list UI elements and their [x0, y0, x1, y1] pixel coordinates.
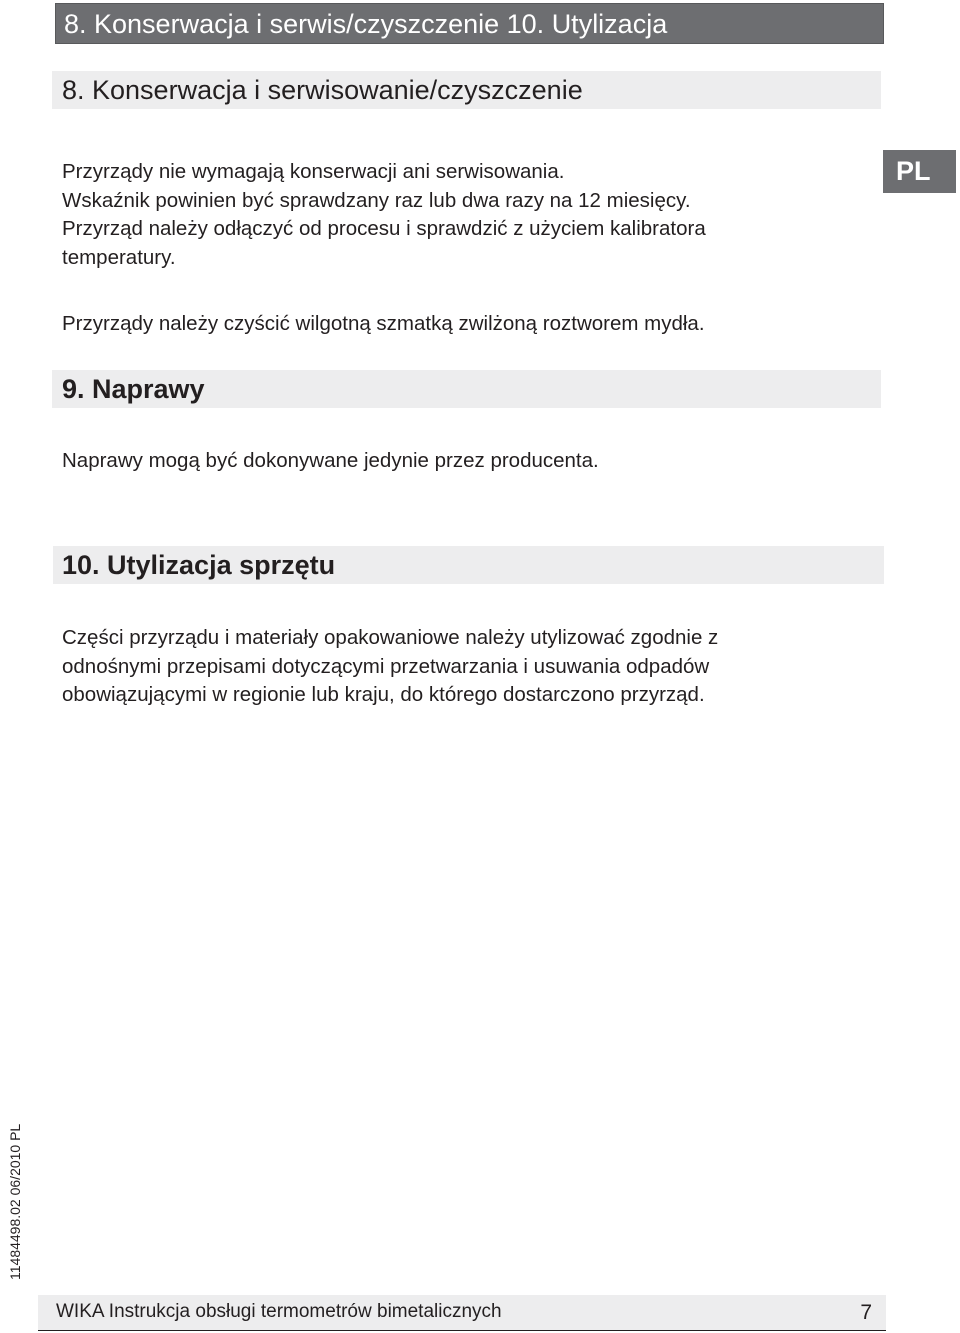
- page-number: 7: [860, 1301, 872, 1324]
- section-10-heading: 10. Utylizacja sprzętu: [62, 550, 336, 580]
- section-10-paragraph: [62, 624, 718, 710]
- section-9-paragraph: [62, 447, 599, 476]
- text-line: obowiązującymi w regionie lub kraju, do którego dostarczono przyrząd.: [62, 683, 705, 706]
- section-8-paragraph-2: [62, 310, 705, 339]
- text-line: Przyrządy należy czyścić wilgotną szmatką zwilżoną roztworem mydła.: [62, 312, 705, 335]
- page-header-bar: [55, 3, 884, 44]
- section-9-heading-bar: [52, 370, 881, 408]
- language-tab: [883, 150, 956, 193]
- page-footer: [38, 1295, 886, 1331]
- document-code: 11484498.02 06/2010 PL: [7, 1123, 23, 1280]
- text-line: Części przyrządu i materiały opakowaniowe należy utylizować zgodnie z: [62, 626, 719, 649]
- footer-title: WIKA Instrukcja obsługi termometrów bimetalicznych: [56, 1301, 502, 1322]
- text-line: Wskaźnik powinien być sprawdzany raz lub dwa razy na 12 miesięcy.: [62, 188, 691, 212]
- section-10-heading-bar: [53, 546, 884, 584]
- section-8-heading: 8. Konserwacja i serwisowanie/czyszczenie: [62, 75, 583, 105]
- page-header-title: 8. Konserwacja i serwis/czyszczenie 10. Utylizacja: [64, 9, 668, 39]
- text-line: Przyrząd należy odłączyć od procesu i sprawdzić z użyciem kalibratora: [62, 217, 706, 240]
- text-line: odnośnymi przepisami dotyczącymi przetwarzania i usuwania odpadów: [62, 654, 710, 678]
- text-line: Przyrządy nie wymagają konserwacji ani serwisowania.: [62, 160, 565, 183]
- section-8-heading-bar: [52, 71, 881, 109]
- text-line: temperatury.: [62, 245, 176, 269]
- language-tab-label: PL: [896, 156, 931, 186]
- section-9-heading: 9. Naprawy: [62, 374, 205, 404]
- text-line: Naprawy mogą być dokonywane jedynie przez producenta.: [62, 449, 599, 472]
- section-8-paragraph-1: [62, 158, 706, 272]
